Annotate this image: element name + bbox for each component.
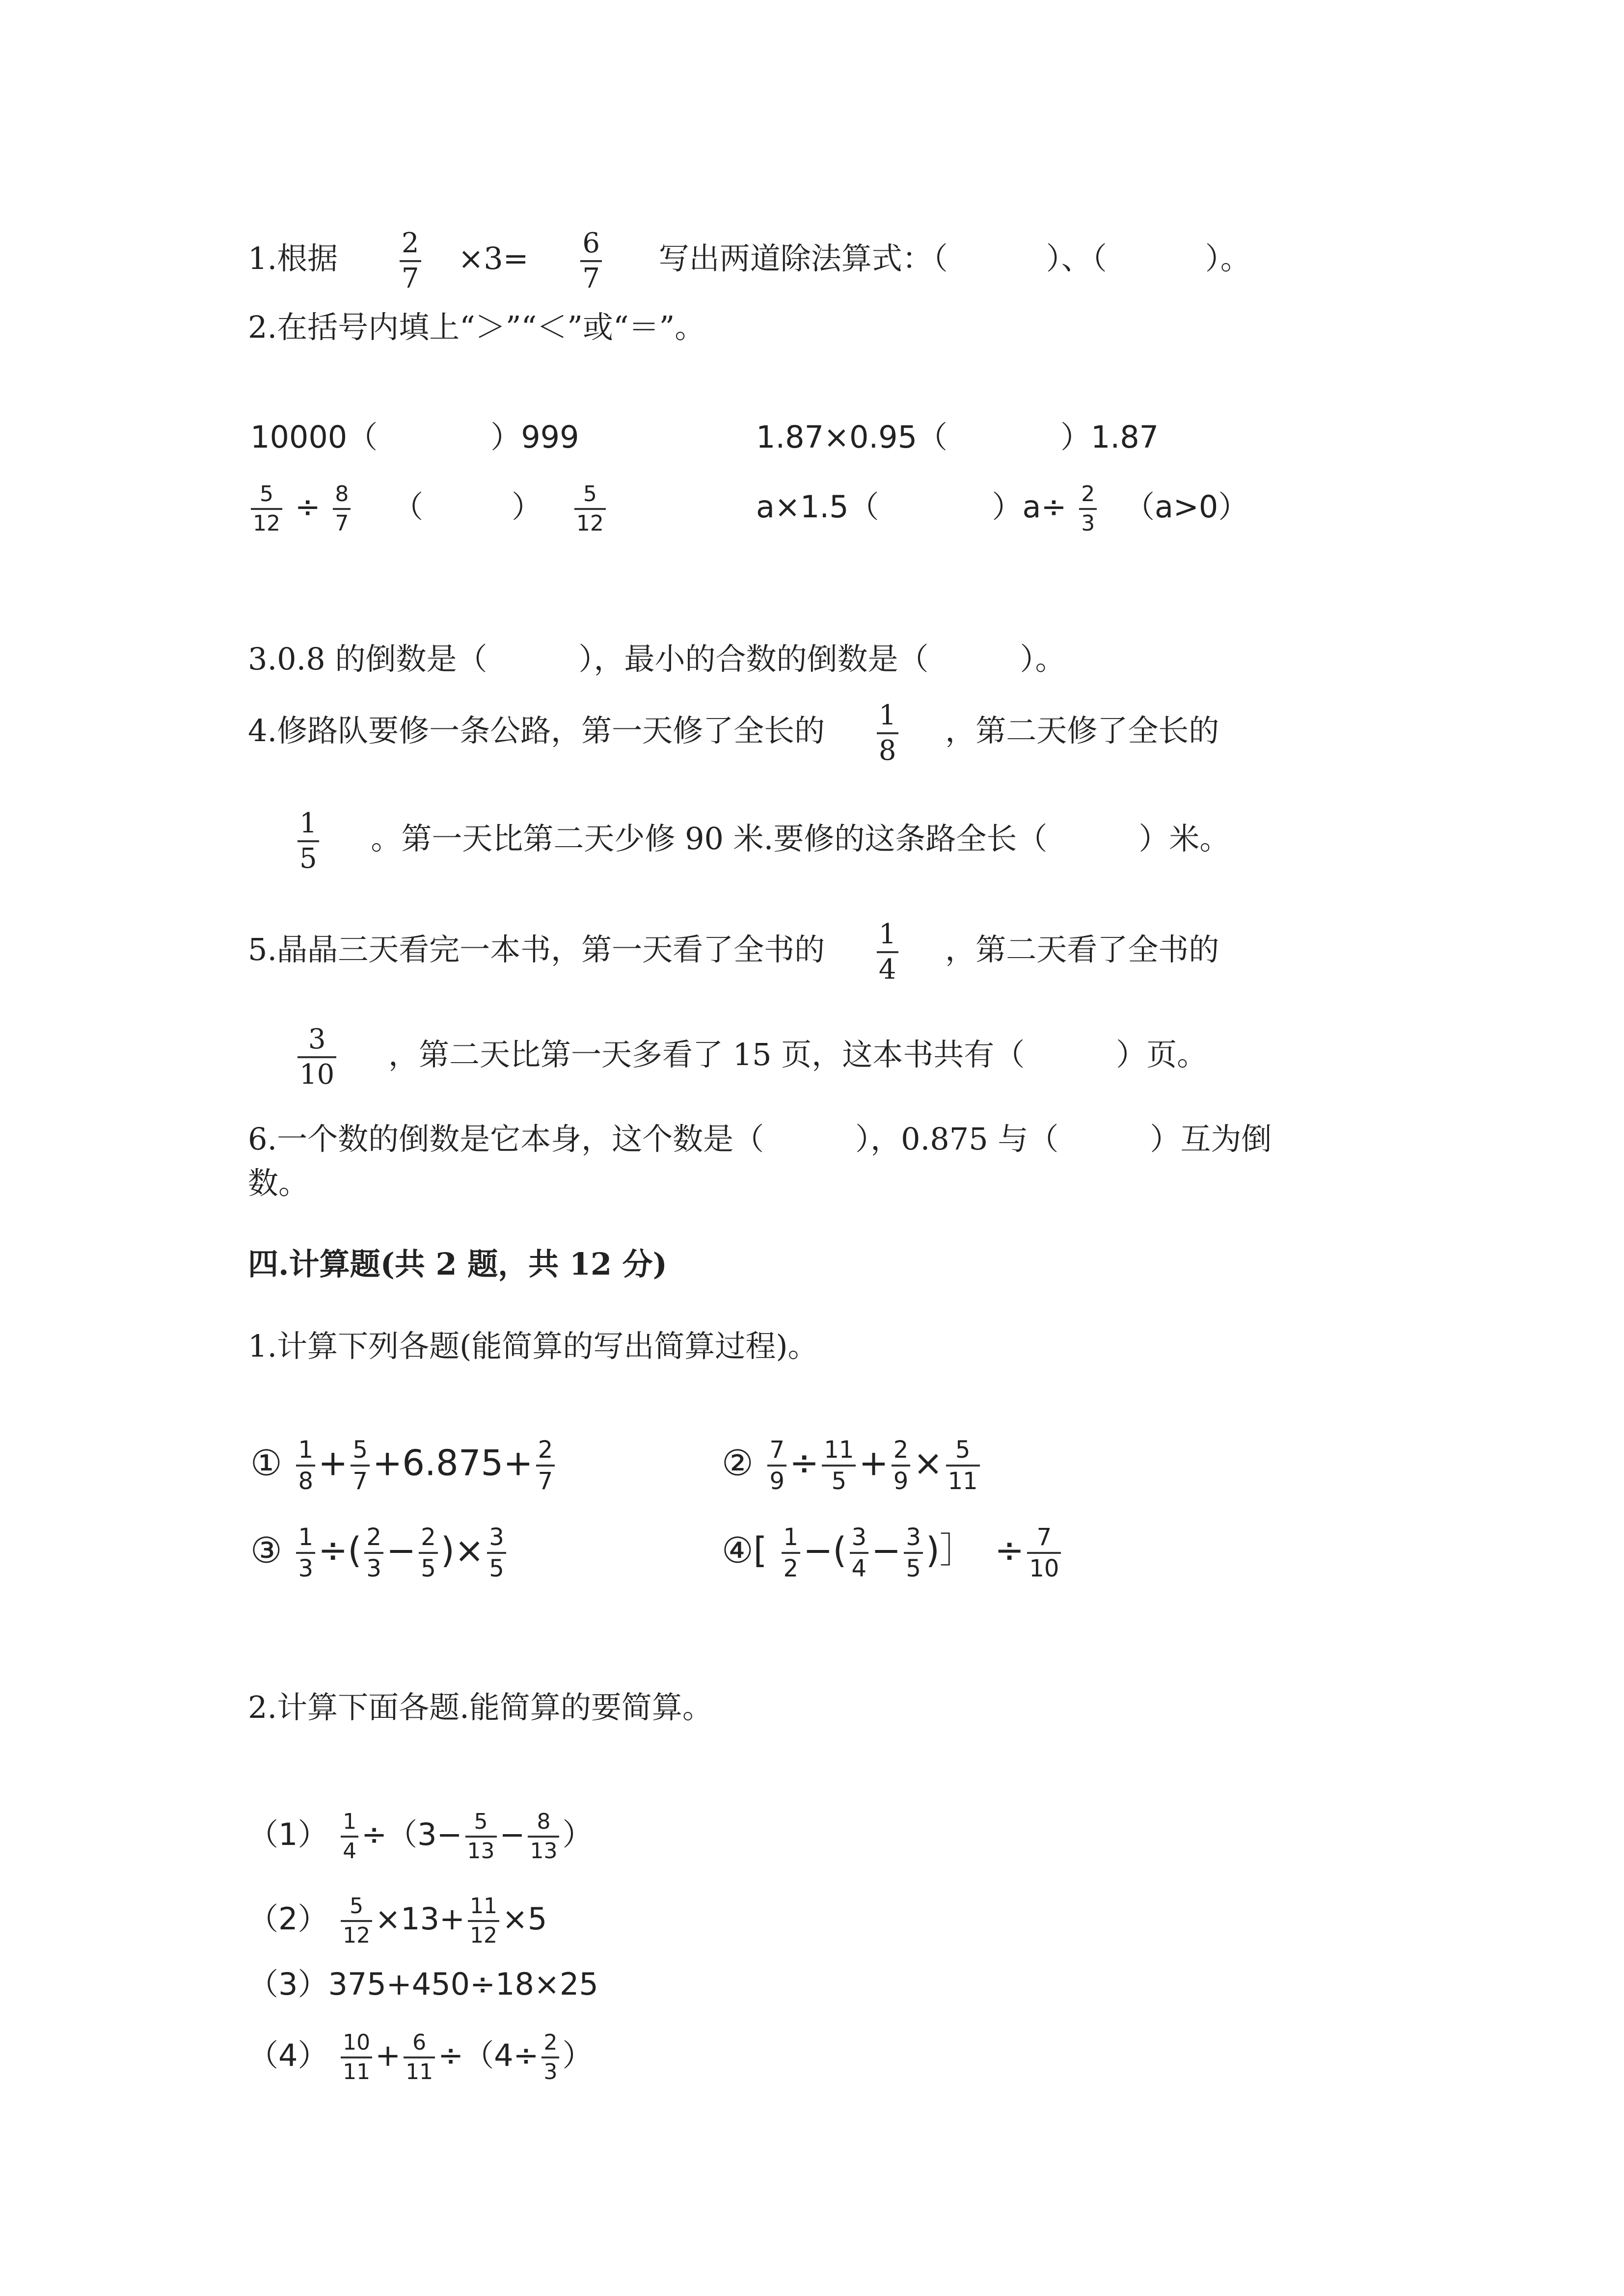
fraction: $\frac{1}{5}$: [298, 810, 319, 873]
fraction: $\frac{5}{12}$: [574, 483, 606, 534]
calc-expr-4: ④[ $\frac{1}{2}$ −( $\frac{3}{4}$ − $\frac{3}{5}$ )］ ÷ $\frac{7}{10}$: [722, 1525, 1064, 1580]
question-6-line1: 6.一个数的倒数是它本身，这个数是（ ），0.875 与（ ）互为倒: [248, 1121, 1272, 1157]
section-title: 四.计算题(共 2 题，共 12 分): [248, 1246, 668, 1282]
fraction: $\frac{6}{7}$: [580, 230, 602, 293]
text: ）、（: [1046, 240, 1107, 277]
compare-2a: $\frac{5}{12}$ ÷ $\frac{8}{7}$ （ ） $\frac{5}{12}$: [248, 483, 609, 534]
calc2-problem-1: （1） $\frac{1}{4}$ ÷（3− $\frac{5}{13}$ − $\frac{8}{13}$ ）: [248, 1809, 593, 1864]
question-1: [248, 227, 1251, 294]
fraction: $\frac{3}{10}$: [298, 1026, 336, 1089]
calc-expr-3: ③ $\frac{1}{3}$ ÷( $\frac{2}{3}$ − $\frac{2}{5}$ )× $\frac{3}{5}$: [250, 1525, 509, 1580]
fraction: $\frac{8}{7}$: [333, 483, 351, 534]
question-2-title: 2.在括号内填上“＞”“＜”或“＝”。: [248, 309, 705, 345]
question-number: 1.: [248, 240, 277, 277]
text: 写出两道除法算式：（: [658, 240, 948, 277]
calc-expr-1: ① $\frac{1}{8}$ + $\frac{5}{7}$ +6.875+ $\frac{2}{7}$: [250, 1438, 558, 1493]
calc2-problem-4: （4） $\frac{10}{11}$ + $\frac{6}{11}$ ÷（4÷ $\frac{2}{3}$ ）: [248, 2030, 593, 2084]
fraction: $\frac{1}{4}$: [877, 921, 898, 984]
compare-2b: a×1.5（ ）a÷ $\frac{2}{3}$ （a>0）: [756, 481, 1249, 536]
text: ）。: [1205, 240, 1251, 277]
calc-2-title: 2.计算下面各题.能简算的要简算。: [248, 1689, 713, 1725]
calc2-problem-2: （2） $\frac{5}{12}$ ×13+ $\frac{11}{12}$ ×5: [248, 1894, 547, 1948]
fraction: $\frac{2}{7}$: [400, 230, 421, 293]
question-4-line1: 4.修路队要修一条公路，第一天修了全长的 $\frac{1}{8}$ ，第二天修了全长的: [248, 699, 1219, 767]
question-3: 3.0.8 的倒数是（ ），最小的合数的倒数是（ ）。: [248, 641, 1066, 677]
calc-1-title: 1.计算下列各题(能简算的写出简算过程)。: [248, 1328, 818, 1364]
text: 根据: [277, 240, 338, 277]
operator: ×3=: [458, 240, 529, 277]
compare-1b: 1.87×0.95（ ）1.87: [756, 419, 1159, 455]
compare-1a: 10000（ ）999: [250, 419, 579, 455]
question-4-line2: $\frac{1}{5}$ 。第一天比第二天少修 90 米.要修的这条路全长（ ）米。: [295, 810, 1230, 873]
fraction: $\frac{1}{8}$: [877, 702, 898, 765]
question-5-line1: 5.晶晶三天看完一本书，第一天看了全书的 $\frac{1}{4}$ ，第二天看了全书的: [248, 918, 1219, 986]
calc-expr-2: ② $\frac{7}{9}$ ÷ $\frac{11}{5}$ + $\frac{2}{9}$ × $\frac{5}{11}$: [722, 1438, 983, 1493]
fraction: $\frac{2}{3}$: [1079, 483, 1097, 534]
question-5-line2: $\frac{3}{10}$ ，第二天比第一天多看了 15 页，这本书共有（ ）页。: [295, 1026, 1207, 1089]
question-6-line2: 数。: [248, 1165, 309, 1201]
calc2-problem-3: （3）375+450÷18×25: [248, 1966, 598, 2002]
fraction: $\frac{5}{12}$: [251, 483, 282, 534]
